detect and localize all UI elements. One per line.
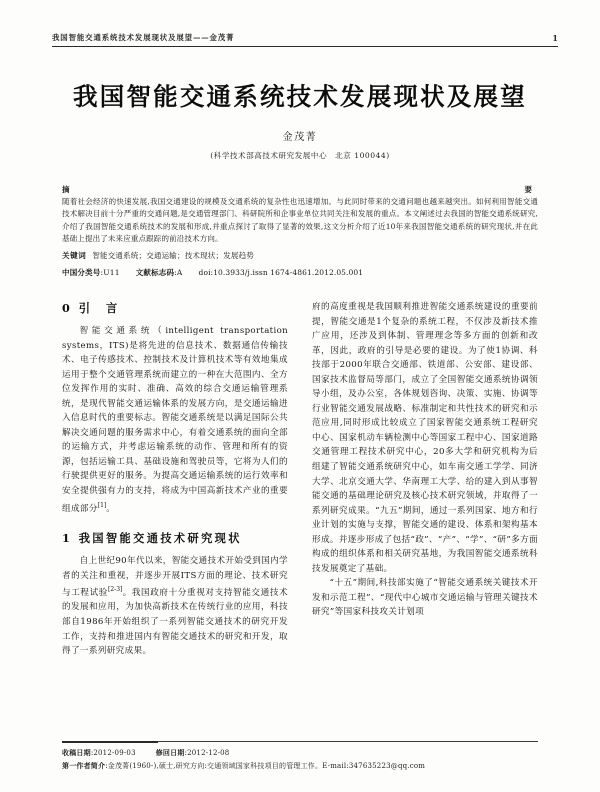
classification-line xyxy=(62,267,538,279)
section-title-1: 我国智能交通技术研究现状 xyxy=(78,530,242,545)
footer-dates-line xyxy=(62,747,538,759)
clc-value: :U11 xyxy=(100,267,120,277)
section-number-0: 0 xyxy=(62,301,70,315)
abstract-block xyxy=(62,184,538,279)
revised-value: :2012-12-08 xyxy=(184,749,230,758)
abstract-text: 随着社会经济的快速发展,我国交通建设的规模及交通系统的复杂性也迅速增加。与此同时带来的交通问题也越来越突出。如何利用智能交通技术解决目前十分严重的交通问题,是交通管理部门、科研院所和企事业单位共同关注和发展的重点。本文阐述过去我国的智能交通系统研究,介绍了我国智能交通系统技术的发展和形成,并重点探讨了取得了显著的效果,这文分析介绍了近10年来我国智能交通系统的研究现状,并在此基础上提出了未来应重点跟踪的前沿技术方向。 xyxy=(62,197,538,243)
keywords-label: 关键词 xyxy=(62,250,87,260)
doi-value: doi:10.3933/j.issn 1674-4861.2012.05.001 xyxy=(198,267,364,277)
clc-segment xyxy=(62,268,120,277)
received-value: :2012-09-03 xyxy=(90,749,136,758)
keywords-text: 智能交通系统；交通运输；技术现状；发展趋势 xyxy=(92,250,255,260)
right-column-paragraph-2: “十五”期间,科技部实施了“智能交通系统关键技术开发和示范工程”、“现代中心城市交通运输与管理关键技术研究”等国家科技攻关计划项 xyxy=(312,578,538,618)
right-column-paragraph-1: 府的高度重视是我国顺利推进智能交通系统建设的重要前提，智能交通是1个复杂的系统工程，不仅涉及新技术推广应用，还涉及到体制、管理理念等多方面的创新和改革，因此，政府的引导是必要的建设。为了使1协调、科技部于2000年联合交通部、铁道部、公安部、建设部、国家技术监督局等部门，成立了全国智能交通系统协调领导小组，及办公室，各体规划咨询、决策、实施、协调等行业智能交通发展战略、标准制定和共性技术的研究和示范应用,同时形成比较成立了国家智能交通系统工程研究中心、国家机动车辆检测中心等国家工程中心、国家道路交通管理工程技术研究中心，20多大学和研究机构为后组建了智能交通系统研究中心，如车南交通工学学、同济大学、北京交通大学、华南理工大学、给的建入到从事智能交通的基础理论研究及核心技术研究领域，并取得了一系列研究成果。“九五”期间，通过一系列国家、地方和行业计划的实施与支撑，智能交通的建设、体系和架构基本形成。并逐步形成了包括“政”、“产”、“学”、“研”多方面构成的组织体系和相关研究基地，为我国智能交通系统科技发展奠定了基础。 xyxy=(312,302,538,574)
footer-bio-line xyxy=(62,760,538,772)
abstract xyxy=(62,184,538,245)
received-label: 收稿日期 xyxy=(62,748,91,758)
author-affiliation: (科学技术部高技术研究发展中心 北京 100044) xyxy=(210,151,390,160)
section-1-paragraph: 自上世纪90年代以来，智能交通技术开始受到国内学者的关注和重视，并逐步开展ITS方面的理论、技术研究与工程试验[2-3]。我国政府十分重视对支持智能交通技术的发展和应用，为加快高新技术在传统行业的应用，科技部自1986年开始组织了一系列智能交通技术的研究开发工作，支持和推进国内有智能交通技术的研究和开发，取得了一系列研究成果。 xyxy=(62,555,288,657)
body-columns xyxy=(62,300,538,730)
running-head-text: 我国智能交通系统技术发展现状及展望——金茂菁 xyxy=(52,33,235,42)
section-0-paragraph: 智能交通系统（intelligent transportation systems，ITS)是将先进的信息技术、数据通信传输技术、电子传感技术、控制技术及计算机技术等有效地集成运用于整个交通管理系统而建立的一种在大范围内、全方位发挥作用的实时、准确、高效的综合交通运输管理系统，是现代智能交通运输体系的发展方向，是交通运输进入信息时代的重要标志。智能交通系统是以满足国际公共解决交通问题的服务需求中心，有着交通系统的面向全部的运输方式，并考虑运输系统的动作、管理和所有的资源，包括运输工具、基础设施和驾驶员等，它将为人们的行驶提供更好的服务。为提高交通运输系统的运行效率和安全提供强有力的支持，将成为中国高新技术产业的重要组成部分[1]。 xyxy=(62,326,288,514)
author-name: 金茂菁 xyxy=(282,132,318,143)
left-column xyxy=(62,300,288,730)
section-number-1: 1 xyxy=(62,530,70,545)
bio-value: :金茂菁(1960-),硕士,研究方向:交通领域国家科技项目的管理工作。E-mail:347635223@qq.com xyxy=(105,761,426,770)
page-number: 1 xyxy=(552,33,558,43)
bio-label: 第一作者简介 xyxy=(62,760,106,770)
right-column xyxy=(312,300,538,730)
abstract-label: 摘 要 xyxy=(62,185,535,194)
revised-label: 修回日期 xyxy=(155,748,185,758)
footer-rule xyxy=(62,741,158,743)
page-title: 我国智能交通系统技术发展现状及展望 xyxy=(73,82,527,111)
keywords-line xyxy=(62,250,538,262)
doc-type-label: 文献标志码 xyxy=(135,267,175,277)
running-head xyxy=(52,32,558,47)
clc-label: 中国分类号 xyxy=(62,267,101,277)
section-heading-1 xyxy=(62,530,288,546)
footer-notes xyxy=(62,741,538,772)
doc-type-value: :A xyxy=(174,267,183,277)
section-title-0: 引 言 xyxy=(78,301,120,315)
doc-type-segment xyxy=(136,268,183,277)
section-heading-0 xyxy=(62,300,288,316)
